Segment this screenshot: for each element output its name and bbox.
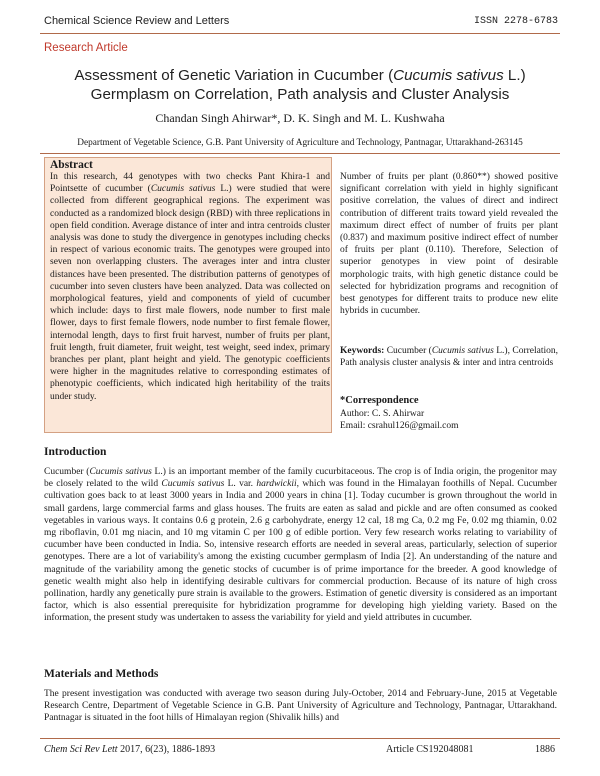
citation-volume: 2017, 6(23), 1886-1893 [117,744,216,755]
title-part1: Assessment of Genetic Variation in Cucumber ( [74,67,394,84]
introduction-heading: Introduction [44,446,107,458]
abstract-species: Cucumis sativus [150,184,216,195]
keywords-label: Keywords: [340,346,385,356]
article-title [40,66,560,104]
footer-article-id: Article CS192048081 [386,744,474,755]
keywords-species: Cucumis sativus [431,346,494,356]
intro-variety: hardwickii [256,479,297,490]
page-number: 1886 [535,744,555,755]
intro-p2: L.) is an important member of the family cucurbitaceous. The crop is of India origin, the progenitor may be closely related to the wild [44,467,557,490]
footer-divider [40,738,560,739]
intro-p3: L. var. [224,479,257,490]
keywords-p1: Cucumber ( [384,346,432,356]
title-line2: Germplasm on Correlation, Path analysis and Cluster Analysis [90,86,510,103]
abstract-text [50,171,330,403]
introduction-text [44,466,557,625]
abstract-p1: In this research, 44 genotypes with two checks Pant Khira-1 and Pointsette of cucumber ( [50,172,330,195]
keywords-p2: L.), Correlation, Path analysis cluster analysis & inter and intra centroids [340,346,559,369]
citation-journal: Chem Sci Rev Lett [44,744,118,755]
correspondence-email[interactable]: Email: csrahul126@gmail.com [340,421,459,431]
abstract-continued: Number of fruits per plant (0.860**) showed positive significant correlation with yield in highly significant positive correlation, the values of direct and indirect contribution of different traits toward yield revealed the maximum direct effect of number of fruits per plant (0.837) and maximum positive indirect effect of number of fruits per plant (0.110). Therefore, Selection of superior genotypes in view point of desirable morphologic traits, with high genetic distance could be selected for hybridization programs and recognition of best genotypes for different traits to produce new elite hybrids in cucumber. [340,172,558,317]
methods-text: The present investigation was conducted with average two season during July-October, 2014 and February-June, 2015 at Vegetable Research Centre, Department of Vegetable Science in G.B. Pant University of Agriculture and Technology, Pantnagar, Uttarakhand. Pantnagar is situated in the foot hills of Himalayan region (Shivalik hills) and [44,689,557,724]
intro-p1: Cucumber ( [44,467,90,477]
methods-heading: Materials and Methods [44,668,159,680]
intro-species: Cucumis sativus [89,467,152,477]
affiliation-divider [40,153,560,154]
intro-p4: , which was found in the Himalayan foothills of Nepal. Cucumber cultivation goes back to at least 3000 years in India and 2000 years in china [1]. Today cucumber is grown throughout the world in small gardens, large commercial farms and glass houses. The fruits are eaten as salad and pickle and are often consumed as cooked vegetables in various ways. It contains 0.6 g protein, 2.6 g carbohydrate, energy 12 cal, 18 mg Ca, 0.2 mg Fe, 0.02 mg thiamin, 0.02 mg riboflavin, 0.01 mg niacin, and 10 mg vitamin C per 100 g of edible portion. Very few research works relating to variability of cucumber have been conducted in India. So, intensive research efforts are needed in several areas, particularly, selection of superior genotypes. There are a lot of variability's among the existing cucumber germplasm of India [2]. An understanding of the nature and magnitude of the variability among the genetic stocks of cucumber is of prime importance for the breeder. A good knowledge of genetic wealth might also help in identifying desirable cultivars for commercial production. Because of its nature of high cross pollination, hardly any genetically pure strain is available to the growers. Estimation of genetic diversity is considered as an important factor, which is also essential prerequisite for hybridization programme for developing high yielding variety. Based on the information, the present study was undertaken to assess the variability for yield and yield attributes in cucumber. [44,479,558,624]
article-type: Research Article [44,42,128,54]
abstract-heading: Abstract [50,159,93,171]
abstract-p2: L.) were studied that were collected from different geographical regions. The experiment was conducted as a randomized block design (RBD) with three replications in open field condition. Average distance of inter and intra centroids cluster analysis was done to study the divergence in genotypes including checks in respect of various economic traits. The genotypes were grouped into seven non overlapping clusters. The averages inter and intra cluster distances have been presented. The distribution patterns of genotypes of cucumber into seven clusters have been analyzed. Data was collected on morphological features, yield and components of yield of cucumber which include: days to first male flowers, node number to first male flower, days to first female flowers, node number to first female flower, internodal length, days to first fruit harvest, number of fruits per plant, fruit length, fruit diameter, fruit weight, test weight, seed index, primary branches per plant, plant height and yield. The genotypic coefficients were higher in the magnitudes relative to corresponding estimates of phenotypic coefficients, which indicated high heritability of the traits under study. [50,184,330,402]
authors: Chandan Singh Ahirwar*, D. K. Singh and M. L. Kushwaha [155,111,445,125]
header-divider [40,33,560,34]
journal-name: Chemical Science Review and Letters [44,15,230,27]
correspondence-author: Author: C. S. Ahirwar [340,409,425,419]
affiliation: Department of Vegetable Science, G.B. Pant University of Agriculture and Technology, Pantnagar, Uttarakhand-263145 [77,138,523,148]
intro-species2: Cucumis sativus [161,479,225,490]
keywords [340,345,558,369]
footer-citation [44,744,215,755]
issn: ISSN 2278-6783 [473,16,558,27]
correspondence-heading: *Correspondence [340,395,419,406]
title-part2: L.) [503,67,526,84]
title-species: Cucumis sativus [393,67,504,84]
